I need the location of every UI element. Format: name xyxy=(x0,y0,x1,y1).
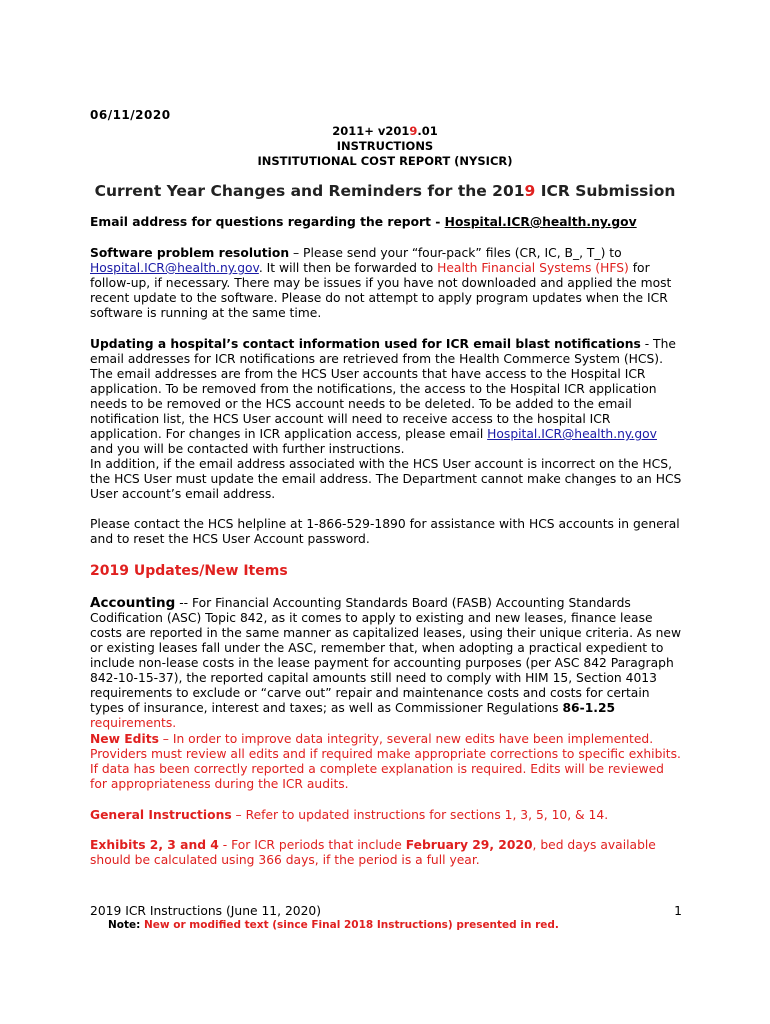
title-text-after: ICR Submission xyxy=(535,182,676,200)
accounting-label: Accounting xyxy=(90,595,176,611)
exhibits-paragraph xyxy=(90,838,682,868)
general-instructions-paragraph xyxy=(90,808,682,823)
version-prefix: 2011+ v201 xyxy=(332,124,410,138)
accounting-text-2: requirements. xyxy=(90,716,177,730)
title-red-digit: 9 xyxy=(524,182,536,200)
email-line-label: Email address for questions regarding the report - xyxy=(90,215,445,229)
exhibits-label: Exhibits 2, 3 and 4 xyxy=(90,838,219,852)
software-text-3: for follow-up, if necessary. There may be issues if you have not downloaded and applied the most recent update to the software. Please do not attempt to apply program updates when the ICR software is running at the same time. xyxy=(90,261,672,320)
page-footer xyxy=(90,904,682,918)
page-title xyxy=(0,182,770,200)
general-instructions-label: General Instructions xyxy=(90,808,232,822)
document-date: 06/11/2020 xyxy=(90,108,171,122)
title-text-before: Current Year Changes and Reminders for the 201 xyxy=(94,182,525,200)
updating-email-link[interactable]: Hospital.ICR@health.ny.gov xyxy=(487,427,657,441)
page-number: 1 xyxy=(674,904,682,918)
accounting-text-1: -- For Financial Accounting Standards Board (FASB) Accounting Standards Codification (ASC) Topic 842, as it comes to apply to existing and new leases, finance lease costs are reported in the same manner as capitalized leases, using their unique criteria. As new or existing leases fall under the ASC, remember that, when adopting a practical expedient to include non-lease costs in the lease payment for accounting purposes (per ASC 842 Paragraph 842-10-15-37), the reported capital amounts still need to comply with HIM 15, Section 4013 requirements to exclude or “carve out” repair and maintenance costs and costs for certain types of insurance, interest and taxes; as well as Commissioner Regulations xyxy=(90,596,682,715)
header-instructions: INSTRUCTIONS xyxy=(336,139,434,153)
header-version xyxy=(0,124,770,138)
header-report-name: INSTITUTIONAL COST REPORT (NYSICR) xyxy=(257,154,513,168)
accounting-paragraph xyxy=(90,596,682,731)
exhibits-date: February 29, 2020 xyxy=(405,838,533,852)
exhibits-text-2: , bed days available should be calculated using 366 days, if the period is a full year. xyxy=(90,838,656,867)
new-edits-label: New Edits xyxy=(90,732,159,746)
updating-paragraph xyxy=(90,337,682,457)
email-questions-line xyxy=(90,215,682,230)
note-label: Note: xyxy=(108,919,141,931)
updating-text-1: - The email addresses for ICR notifications are retrieved from the Health Commerce System (HCS). The email addresses are from the HCS User accounts that have access to the Hospital ICR application. To be removed from the notifications, the access to the Hospital ICR application needs to be removed or the HCS account needs to be deleted. To be added to the email notification list, the HCS User account will need to receive access to the hospital ICR application. For changes in ICR application access, please email xyxy=(90,337,676,441)
updating-text-2: and you will be contacted with further instructions. xyxy=(90,442,405,456)
section-title-updates: 2019 Updates/New Items xyxy=(90,563,288,579)
software-email-link[interactable]: Hospital.ICR@health.ny.gov xyxy=(90,261,259,275)
footer-note xyxy=(108,919,559,931)
email-link[interactable]: Hospital.ICR@health.ny.gov xyxy=(444,215,637,229)
general-instructions-text: – Refer to updated instructions for sections 1, 3, 5, 10, & 14. xyxy=(231,808,609,822)
software-paragraph xyxy=(90,246,682,321)
software-text-2: . It will then be forwarded to xyxy=(258,261,438,275)
version-year-digit: 9 xyxy=(409,124,418,138)
version-suffix: .01 xyxy=(417,124,438,138)
regulation-number: 86-1.25 xyxy=(562,701,616,715)
hfs-text: Health Financial Systems (HFS) xyxy=(437,261,629,275)
addition-paragraph: In addition, if the email address associated with the HCS User account is incorrect on the HCS, the HCS User must update the email address. The Department cannot make changes to an HCS User account’s email address. xyxy=(90,457,682,501)
updating-label: Updating a hospital’s contact information used for ICR email blast notifications xyxy=(90,337,641,351)
helpline-paragraph: Please contact the HCS helpline at 1-866-529-1890 for assistance with HCS accounts in general and to reset the HCS User Account password. xyxy=(90,517,680,546)
note-text: New or modified text (since Final 2018 Instructions) presented in red. xyxy=(144,919,559,931)
software-label: Software problem resolution xyxy=(90,246,290,260)
new-edits-text: – In order to improve data integrity, several new edits have been implemented. Providers must review all edits and if required make appropriate corrections to specific exhibits. If data has been correctly reported a complete explanation is required. Edits will be reviewed for appropriateness during the ICR audits. xyxy=(90,732,681,791)
software-text-1: – Please send your “four-pack” files (CR, IC, B_, T_) to xyxy=(289,246,622,260)
footer-title: 2019 ICR Instructions (June 11, 2020) xyxy=(90,904,322,918)
exhibits-text-1: - For ICR periods that include xyxy=(218,838,406,852)
new-edits-paragraph xyxy=(90,732,682,792)
